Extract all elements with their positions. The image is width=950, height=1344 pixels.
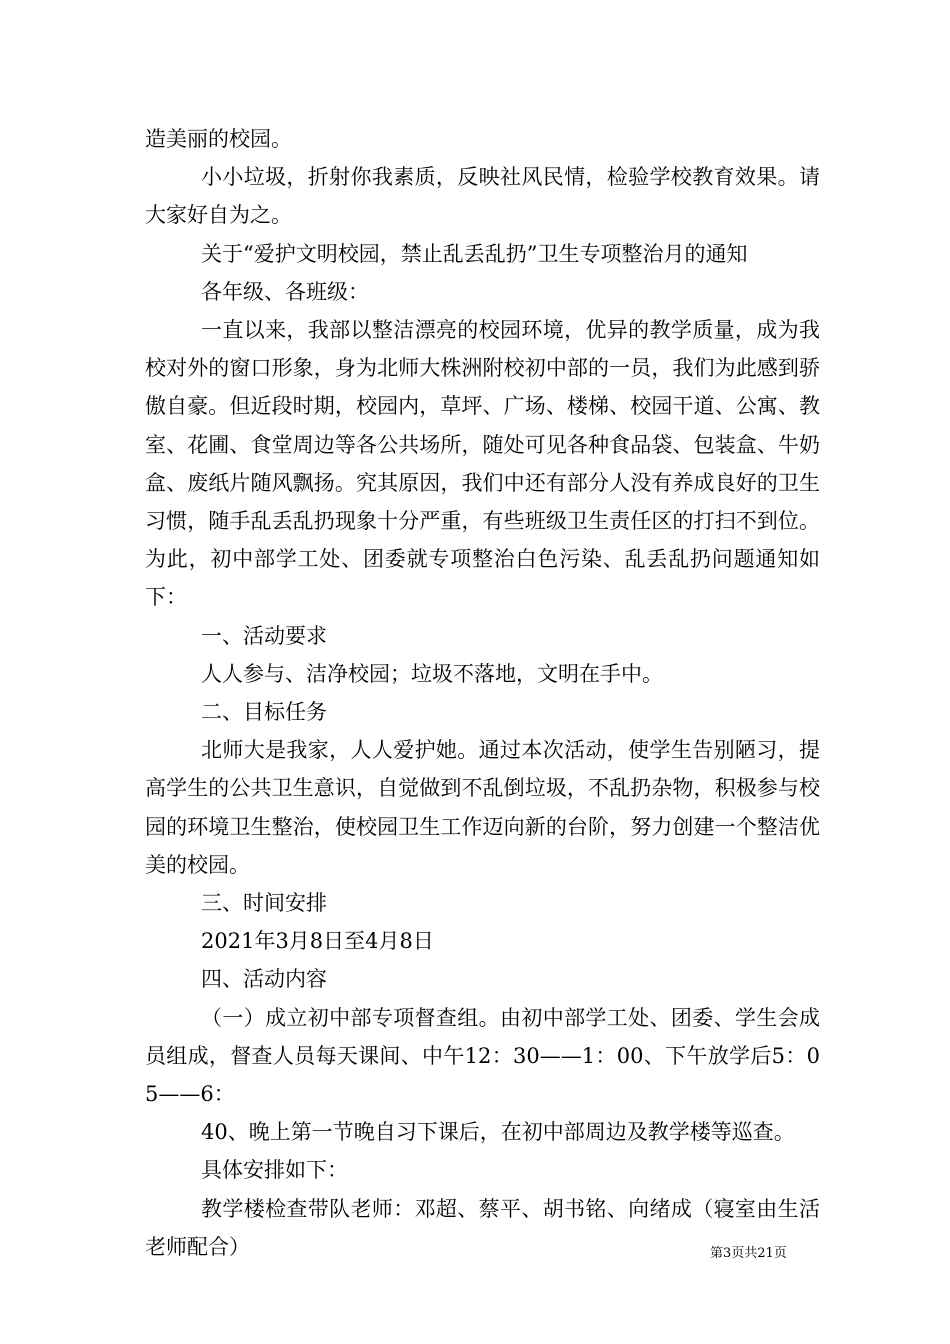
section-heading: 二、目标任务 bbox=[201, 700, 327, 725]
paragraph: 一直以来，我部以整洁漂亮的校园环境，优异的教学质量，成为我校对外的窗口形象，身为北师大株洲附校初中部的一员，我们为此感到骄傲自豪。但近段时期，校园内，草坪、广场、楼梯、校园干道、公寓、教室、花圃、食堂周边等各公共场所，随处可见各种食品袋、包装盒、牛奶盒、废纸片随风飘扬。究其原因，我们中还有部分人没有养成良好的卫生习惯，随手乱丢乱扔现象十分严重，有些班级卫生责任区的打扫不到位。为此，初中部学工处、团委就专项整治白色污染、乱丢乱扔问题通知如下： bbox=[145, 318, 820, 610]
section-heading: 一、活动要求 bbox=[201, 623, 327, 648]
paragraph: 人人参与、洁净校园；垃圾不落地，文明在手中。 bbox=[201, 661, 663, 686]
paragraph: 2021年3月8日至4月8日 bbox=[201, 929, 434, 954]
document-body bbox=[145, 120, 820, 1266]
paragraph: （一）成立初中部专项督查组。由初中部学工处、团委、学生会成员组成，督查人员每天课间、中午12：30——1：00、下午放学后5：05——6： bbox=[145, 1005, 820, 1107]
paragraph: 小小垃圾，折射你我素质，反映社风民情，检验学校教育效果。请大家好自为之。 bbox=[145, 165, 820, 228]
section-heading: 四、活动内容 bbox=[201, 967, 327, 992]
paragraph: 造美丽的校园。 bbox=[145, 127, 292, 151]
paragraph: 40、晚上第一节晚自习下课后，在初中部周边及教学楼等巡查。 bbox=[201, 1120, 795, 1145]
paragraph: 具体安排如下： bbox=[201, 1158, 348, 1183]
page-number-footer: 第3页共21页 bbox=[710, 1246, 787, 1261]
notice-title: 关于“爱护文明校园，禁止乱丢乱扔”卫生专项整治月的通知 bbox=[201, 241, 748, 266]
section-heading: 三、时间安排 bbox=[201, 891, 327, 916]
paragraph: 教学楼检查带队老师：邓超、蔡平、胡书铭、向绪成（寝室由生活老师配合） bbox=[145, 1196, 820, 1259]
paragraph: 北师大是我家，人人爱护她。通过本次活动，使学生告别陋习，提高学生的公共卫生意识，自觉做到不乱倒垃圾，不乱扔杂物，积极参与校园的环境卫生整治，使校园卫生工作迈向新的台阶，努力创建一个整洁优美的校园。 bbox=[145, 738, 820, 877]
notice-salutation: 各年级、各班级： bbox=[201, 279, 369, 304]
